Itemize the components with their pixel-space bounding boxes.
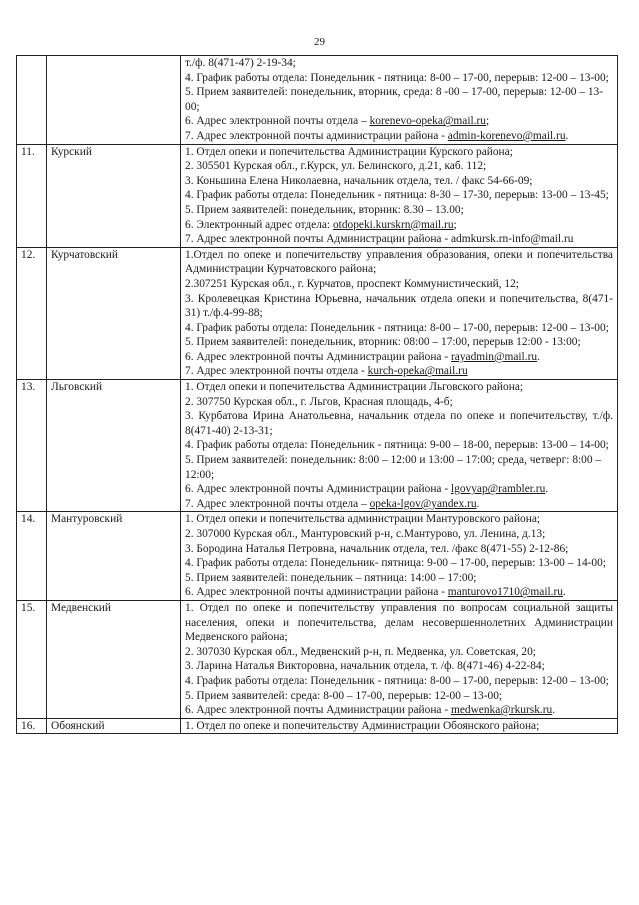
info-text: 7. Адрес электронной почты администрации района - [185,129,448,142]
info-line [185,395,613,410]
district-info [181,718,618,734]
info-line [185,585,613,600]
email-link[interactable]: rayadmin@mail.ru [450,350,538,363]
info-text: 4. График работы отдела: Понедельник- пятница: 9-00 – 17-00, перерыв: 13-00 – 14-00; [185,557,606,570]
email-link[interactable]: korenevo-opeka@mail.ru [369,115,487,128]
info-text: 1. Отдел по опеке и попечительству управления по вопросам социальной защиты населения, опеки и попечительства, делам несовершеннолетних Администрации Медвенского района; [185,601,613,644]
table-body [17,56,618,734]
district-name: Курский [47,144,181,247]
info-text: 2. 307750 Курская обл., г. Льгов, Красная площадь, 4-б; [185,395,453,408]
info-line [185,438,613,453]
info-line [185,364,613,379]
info-text: 5. Прием заявителей: понедельник, вторник: 8.30 – 13.00; [185,203,464,216]
row-number: 14. [17,512,47,601]
info-text: 3. Кролевецкая Кристина Юрьевна, начальник отдела опеки и попечительства, 8(471-31) т./ф.4-99-88; [185,292,613,320]
info-text-tail: . [476,497,480,510]
info-line [185,571,613,586]
info-line [185,174,613,189]
info-text: 6. Адрес электронной почты Администрации района - [185,483,451,496]
info-text: 1. Отдел опеки и попечительства Администрации Льговского района; [185,381,524,394]
info-text-tail: . [552,704,556,717]
info-text: 4. График работы отдела: Понедельник - пятница: 8-00 – 17-00, перерыв: 12-00 – 13-00; [185,71,609,84]
info-text-tail: ; [486,115,490,128]
info-line [185,703,613,718]
info-line [185,277,613,292]
row-number: 15. [17,600,47,718]
info-text: 6. Адрес электронной почты администрации района - [185,586,448,599]
district-info [181,144,618,247]
district-info [181,247,618,379]
info-text: 7. Адрес электронной почты отдела – [185,497,370,510]
info-text: 3. Ларина Наталья Викторовна, начальник отдела, т. /ф. 8(471-46) 4-22-84; [185,660,545,673]
info-text: 2. 305501 Курская обл., г.Курск, ул. Белинского, д.21, каб. 112; [185,160,487,173]
info-text: 1. Отдел опеки и попечительства администрации Мантуровского района; [185,513,541,526]
info-line [185,232,613,247]
info-line [185,453,613,482]
info-text-tail: . [545,483,549,496]
info-text: 3. Бородина Наталья Петровна, начальник отдела, тел. /факс 8(471-55) 2-12-86; [185,542,569,555]
info-line [185,645,613,660]
table-row [17,380,618,512]
info-line [185,218,613,233]
info-text: 7. Адрес электронной почты Администрации района - admkursk.rn-info@mail.ru [185,233,574,246]
row-number: 11. [17,144,47,247]
info-text-tail: . [537,350,540,363]
info-line [185,350,613,365]
info-line [185,556,613,571]
row-number: 13. [17,380,47,512]
info-text: 4. График работы отдела: Понедельник - пятница: 8-30 – 17-30, перерыв: 13-00 – 13-45; [185,189,609,202]
info-line [185,159,613,174]
email-link[interactable]: opeka-lgov@yandex.ru [369,497,477,510]
district-name: Мантуровский [47,512,181,601]
info-text: 3. Коньшина Елена Николаевна, начальник отдела, тел. / факс 54-66-09; [185,174,533,187]
info-text: 2. 307030 Курская обл., Медвенский р-н, п. Медвенка, ул. Советская, 20; [185,645,536,658]
table-row [17,718,618,734]
info-text: 2.307251 Курская обл., г. Курчатов, проспект Коммунистический, 12; [185,277,519,290]
row-number: 12. [17,247,47,379]
info-text-tail: . [563,586,566,599]
info-line [185,380,613,395]
info-line [185,129,613,144]
district-name [47,56,181,145]
info-text-tail: . [565,129,569,142]
info-text: 6. Электронный адрес отдела: [185,218,333,231]
info-text-tail: ; [453,218,457,231]
district-name: Медвенский [47,600,181,718]
email-link[interactable]: kurch-opeka@mail.ru [367,365,468,378]
email-link[interactable]: lgovyap@rambler.ru [450,483,546,496]
info-text: 1. Отдел по опеке и попечительству Администрации Обоянского района; [185,719,540,732]
info-line [185,719,613,734]
info-line [185,203,613,218]
info-text: 1. Отдел опеки и попечительства Администрации Курского района; [185,145,513,158]
info-line [185,542,613,557]
info-text: 1.Отдел по опеке и попечительству управления образования, опеки и попечительства Администрации Курчатовского района; [185,248,613,276]
info-line [185,56,613,71]
info-text: 4. График работы отдела: Понедельник - пятница: 8-00 – 17-00, перерыв: 12-00 – 13-00; [185,321,609,334]
info-text: 3. Курбатова Ирина Анатольевна, начальник отдела по опеке и попечительству, т./ф. 8(471-40) 2-13-31; [185,410,613,437]
info-text: 6. Адрес электронной почты Администрации района - [185,704,451,717]
district-name: Обоянский [47,718,181,734]
info-text: 5. Прием заявителей: среда: 8-00 – 17-00, перерыв: 12-00 – 13-00; [185,689,503,702]
info-text: 2. 307000 Курская обл., Мантуровский р-н, с.Мантурово, ул. Ленина, д.13; [185,528,546,540]
district-name: Льговский [47,380,181,512]
info-line [185,71,613,86]
district-info [181,380,618,512]
info-line [185,527,613,542]
table-row [17,247,618,379]
email-link[interactable]: otdopeki.kurskrn@mail.ru [332,218,454,231]
info-line [185,321,613,336]
info-line [185,335,613,350]
info-line [185,497,613,512]
districts-table [16,55,618,734]
district-info [181,56,618,145]
info-line [185,482,613,497]
info-line [185,114,613,129]
info-text: 5. Прием заявителей: понедельник, вторник: 08:00 – 17:00, перерыв 12:00 - 13:00; [185,336,581,349]
info-line [185,512,613,527]
district-info [181,512,618,601]
info-line [185,601,613,645]
row-number: 16. [17,718,47,734]
district-info [181,600,618,718]
info-line [185,409,613,438]
info-text: 4. График работы отдела: Понедельник - пятница: 8-00 – 17-00, перерыв: 12-00 – 13-00; [185,674,609,687]
info-line [185,292,613,321]
email-link[interactable]: admin-korenevo@mail.ru [447,129,566,142]
info-line [185,689,613,704]
info-text: 5. Прием заявителей: понедельник, вторник, среда: 8 -00 – 17-00, перерыв: 12-00 – 13-00; [185,86,604,113]
info-text: 7. Адрес электронной почты отдела - [185,365,368,378]
info-line [185,188,613,203]
email-link[interactable]: medwenka@rkursk.ru [450,704,553,717]
table-row [17,600,618,718]
info-line [185,85,613,114]
page-number: 29 [314,36,325,48]
info-text: 6. Адрес электронной почты отдела – [185,115,370,128]
info-line [185,145,613,160]
info-line [185,674,613,689]
email-link[interactable]: manturovo1710@mail.ru [447,586,563,599]
table-row [17,56,618,145]
table-row [17,512,618,601]
info-text: 4. График работы отдела: Понедельник - пятница: 9-00 – 18-00, перерыв: 13-00 – 14-00; [185,439,609,452]
row-number [17,56,47,145]
info-text: т./ф. 8(471-47) 2-19-34; [185,57,296,69]
info-text: 5. Прием заявителей: понедельник – пятница: 14:00 – 17:00; [185,571,477,584]
info-line [185,659,613,674]
info-line [185,248,613,277]
info-text: 6. Адрес электронной почты Администрации района - [185,350,451,363]
info-text: 5. Прием заявителей: понедельник: 8:00 – 12:00 и 13:00 – 17:00; среда, четверг: 8:00 – 12:00; [185,454,602,481]
table-row [17,144,618,247]
district-name: Курчатовский [47,247,181,379]
